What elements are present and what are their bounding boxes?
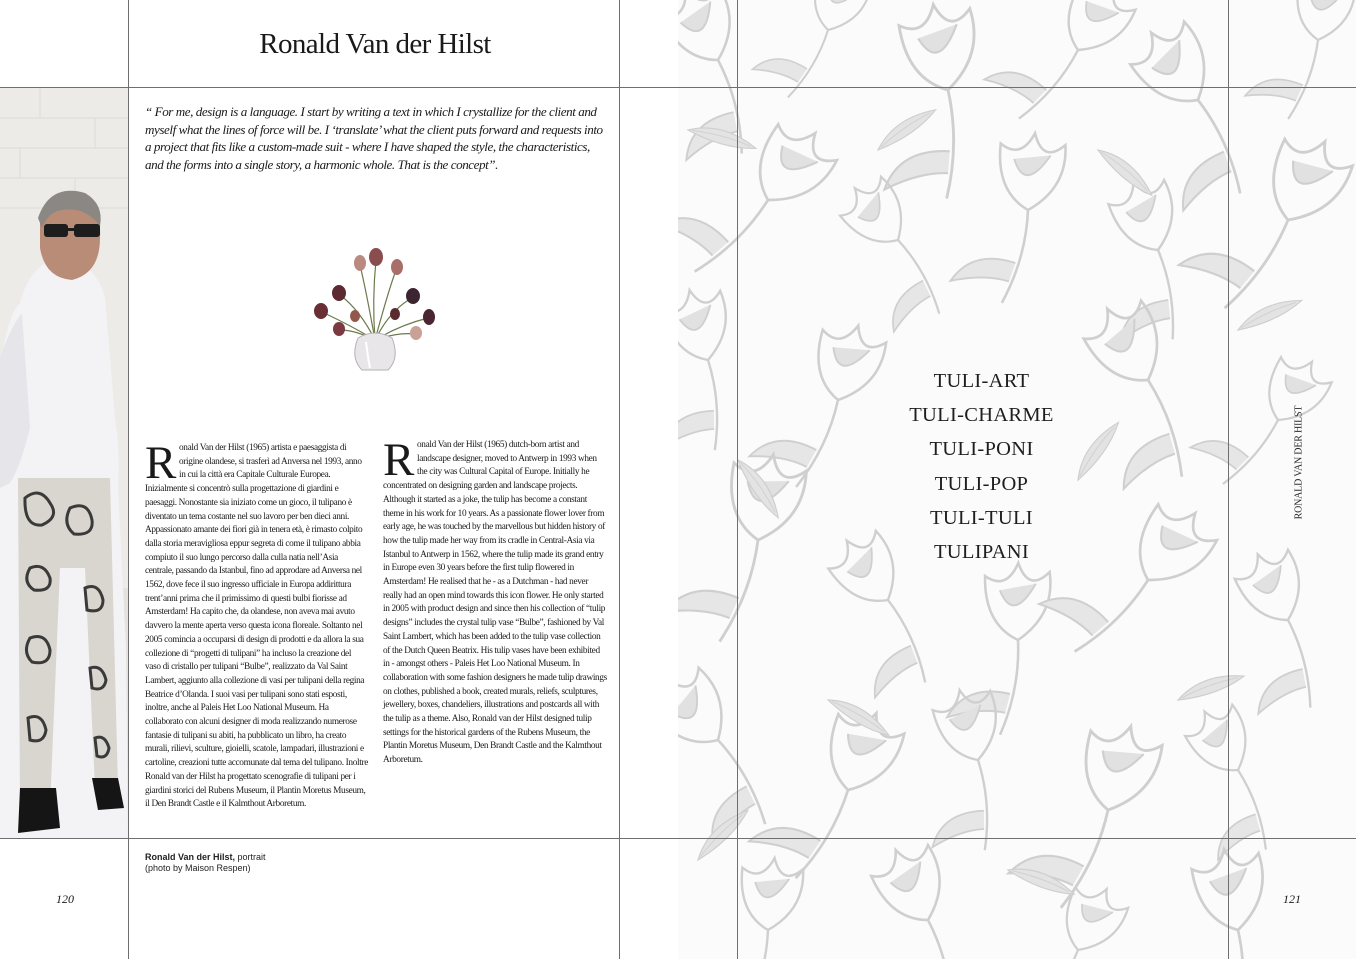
english-body-text: onald Van der Hilst (1965) dutch-born artist and landscape designer, moved to Antwerp in 1993 when the city was Cultural Capital of Europe. Initially he concentrated on designing garden and landscape projects. Although it started as a joke, the tulip has become a constant theme in his work for 10 years. As a passionate flower lover from early age, he was touched by the marvellous but hidden history of how the tulip made her way from its cradle in Central-Asia via Istanbul to Antwerp in 1562, where the tulip made its grand entry in Europe even 30 years before the first tulip flowered in Amsterdam! He realised that he - as a Dutchman - had never really had an open mind towards this icon flower. He only started in 2005 with product design and since then his collection of “tulip designs” includes the crystal tulip vase “Bulbe”, fashioned by Val Saint Lambert, which has been added to the tulip vase collection of the Dutch Queen Beatrix. His tulip vases have been exhibited in - amongst others - Paleis Het Loo National Museum. In collaboration with some fashion designers he made tulip drawings on clothes, published a book, created murals, reliefs, sculptures, jewellery, boxes, chandeliers, illustrations and postcards all with the tulip as a theme. Also, Ronald van der Hilst designed tulip settings for the historical gardens of the Rubens Museum, the Plantin Moretus Museum, Den Brandt Castle and the Kalmthout Arboretum. [383, 440, 607, 766]
english-text-column [383, 434, 607, 768]
right-page [678, 0, 1356, 959]
column-rule [737, 0, 738, 959]
tuli-item: TULI-POP [934, 472, 1029, 495]
pull-quote: “ For me, design is a language. I start by writing a text in which I crystallize for the client and myself what the lines of force will be. I ‘translate’ what the client puts forward and requests into a project that fits like a custom-made suit - where I have shaped the style, the characteristics, and the forms into a single story, a harmonic whole. That is the concept”. [145, 104, 603, 172]
caption-credit: (photo by Maison Respen) [145, 863, 251, 873]
portrait-photo [0, 88, 128, 838]
tuli-item: TULI-PONI [929, 438, 1034, 461]
column-rule [1228, 0, 1229, 959]
column-rule [128, 0, 129, 959]
drop-cap: R [383, 434, 414, 486]
article-title: Ronald Van der Hilst [259, 28, 491, 60]
tuli-item: TULI-TULI [930, 506, 1033, 529]
page-number-left: 120 [56, 892, 74, 906]
tuli-item: TULIPANI [933, 541, 1030, 564]
caption-name: Ronald Van der Hilst, [145, 852, 236, 862]
column-rule [619, 0, 620, 959]
tulip-vase-image [300, 230, 450, 380]
tuli-collection-list [878, 364, 1085, 569]
italian-body-text: onald Van der Hilst (1965) artista e paesaggista di origine olandese, si trasferì ad Anversa nel 1993, anno in cui la città era Capitale Culturale Europea. Inizialmente si concentrò sulla progettazione di giardini e paesaggi. Nonostante sia iniziato come un gioco, il tulipano è diventato un tema costante nel suo lavoro per ben dieci anni. Appassionato amante dei fiori già in tenera età, è rimasto colpito dalla storia meravigliosa eppur segreta di come il tulipano abbia compiuto il suo lungo percorso dalla culla natia nell’Asia centrale, passando da Istanbul, fino ad approdare ad Anversa nel 1562, dove fece il suo ingresso ufficiale in Europa addirittura trent’anni prima che il primissimo di questi bulbi fiorisse ad Amsterdam! Ha capito che, da olandese, non aveva mai avuto davvero la mente aperta verso questa icona floreale. Soltanto nel 2005 comincia a occuparsi di design di prodotti e da allora la sua collezione di “progetti di tulipani” ha incluso la creazione del vaso di cristallo per tulipani “Bulbe”, realizzato da Val Saint Lambert, aggiunto alla collezione di vasi per tulipani della regina Beatrice d’Olanda. I suoi vasi per tulipani sono stati esposti, inoltre, anche al Paleis Het Loo National Museum. Ha collaborato con alcuni designer di moda realizzando numerose fantasie di tulipani su abiti, ha pubblicato un libro, ha creato murali, rilievi, sculture, gioielli, scatole, lampadari, illustrazioni e cartoline, creazioni tutte accomunate dal tema del tulipano. Inoltre Ronald van der Hilst ha progettato scenografie di tulipani per i giardini storici del Rubens Museum, il Plantin Moretus Museum, il Den Brandt Castle e il Kalmthout Arboretum. [145, 443, 368, 810]
footer-rule [0, 838, 678, 839]
header-rule [678, 87, 1356, 88]
photo-caption [145, 852, 266, 874]
italian-text-column [145, 437, 368, 812]
caption-role: portrait [237, 852, 266, 862]
page-number-right: 121 [1283, 892, 1301, 906]
tuli-item: TULI-ART [933, 370, 1030, 392]
tuli-item: TULI-CHARME [909, 404, 1054, 427]
running-head-vertical: RONALD VAN DER HILST [1293, 405, 1305, 520]
drop-cap: R [145, 437, 176, 489]
footer-rule [678, 838, 1356, 839]
